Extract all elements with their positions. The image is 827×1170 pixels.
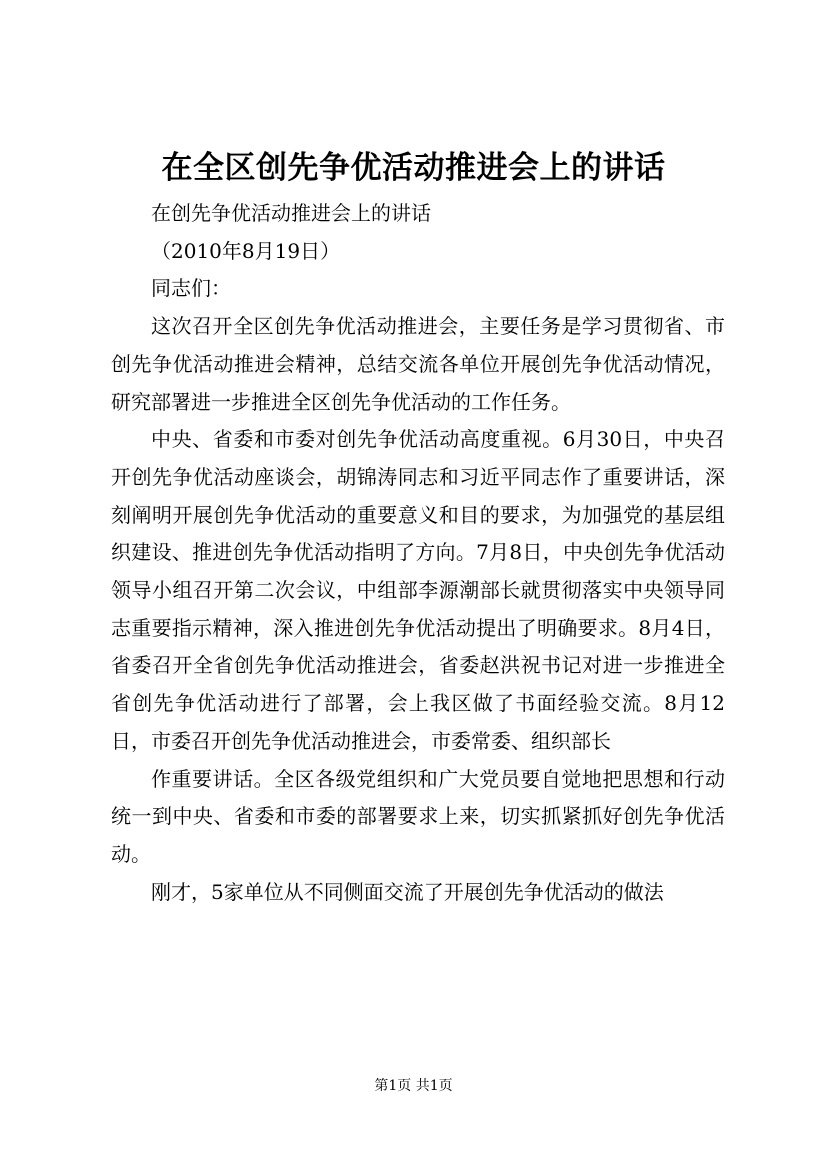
body-paragraph: 刚才，5家单位从不同侧面交流了开展创先争优活动的做法 bbox=[151, 879, 664, 904]
body-paragraph: 中央、省委和市委对创先争优活动高度重视。6月30日，中央召开创先争优活动座谈会，胡锦涛同志和习近平同志作了重要讲话，深刻阐明开展创先争优活动的重要意义和目的要求，为加强党的基层组织建设、推进创先争优活动指明了方向。7月8日，中央创先争优活动领导小组召开第二次会议，中组部李源潮部长就贯彻落实中央领导同志重要指示精神，深入推进创先争优活动提出了明确要求。8月4日，省委召开全省创先争优活动推进会，省委赵洪祝书记对进一步推进全省创先争优活动进行了部署，会上我区做了书面经验交流。8月12日，市委召开创先争优活动推进会，市委常委、组织部长 bbox=[111, 427, 725, 753]
body-paragraph: 作重要讲话。全区各级党组织和广大党员要自觉地把思想和行动统一到中央、省委和市委的部署要求上来，切实抓紧抓好创先争优活动。 bbox=[111, 766, 725, 866]
document-body bbox=[111, 195, 725, 911]
date-paragraph: （2010年8月19日） bbox=[151, 238, 341, 263]
subtitle-paragraph: 在创先争优活动推进会上的讲话 bbox=[151, 201, 431, 225]
document-title: 在全区创先争优活动推进会上的讲话 bbox=[161, 150, 666, 186]
body-paragraph: 这次召开全区创先争优活动推进会，主要任务是学习贯彻省、市创先争优活动推进会精神，总结交流各单位开展创先争优活动情况，研究部署进一步推进全区创先争优活动的工作任务。 bbox=[111, 314, 725, 414]
page-number-footer: 第1页 共1页 bbox=[374, 1078, 453, 1094]
salutation-paragraph: 同志们： bbox=[151, 276, 231, 301]
